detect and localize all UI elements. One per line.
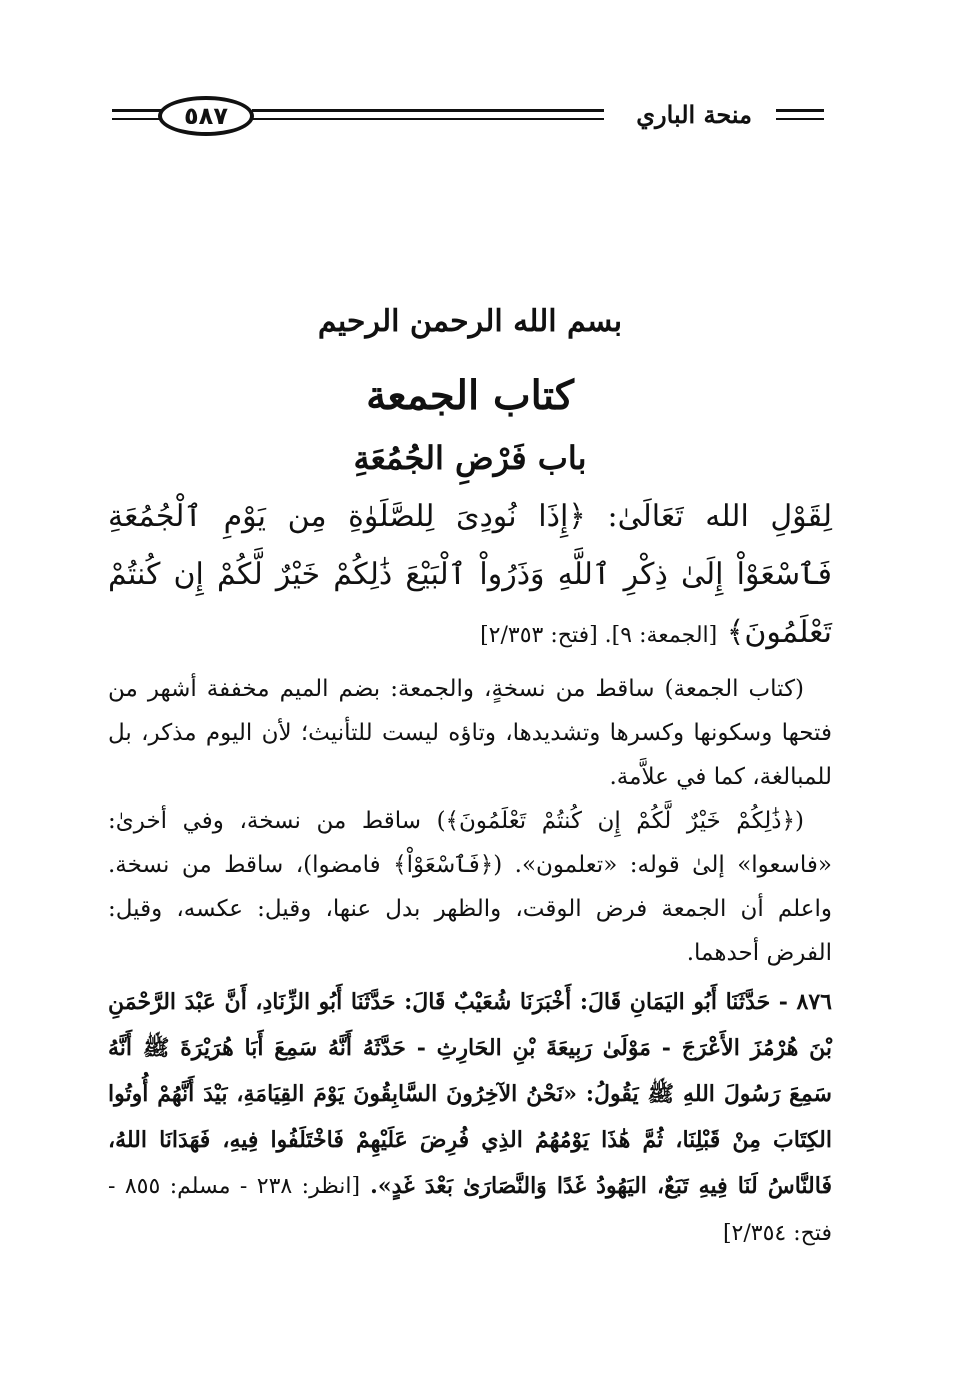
header-rule-left-top: [112, 109, 162, 112]
header-rule-right-top: [776, 109, 824, 112]
header-rule-left-bottom: [112, 118, 162, 120]
header-rule-middle-top: [252, 109, 604, 112]
basmala: بسم الله الرحمن الرحيم: [317, 304, 623, 339]
header-rule-right-bottom: [776, 118, 824, 120]
page-body: [108, 300, 832, 1257]
running-header: [112, 92, 824, 144]
verse-reference: [الجمعة: ٩]. [فتح: ٢/٣٥٣]: [480, 623, 718, 648]
page-number: [158, 96, 254, 136]
quran-verse: [108, 488, 832, 665]
header-rule-middle-bottom: [252, 118, 604, 120]
verse-text: لِقَوْلِ الله تَعَالَىٰ: ﴿إِذَا نُودِىَ لِلصَّلَوٰةِ مِن يَوْمِ ٱلْجُمُعَةِ فَٱسْعَوْاْ إِلَىٰ ذِكْرِ ٱللَّهِ وَذَرُواْ ٱلْبَيْعَ ذَٰلِكُمْ خَيْرٌ لَّكُمْ إِن كُنتُمْ تَعْلَمُونَ﴾: [108, 499, 832, 650]
commentary-paragraph: (كتاب الجمعة) ساقط من نسخةٍ، والجمعة: بضم الميم مخففة أشهر من فتحها وسكونها وكسرها وتشديدها، وتاؤه ليست للتأنيث؛ لأن اليوم مذكر، بل للمبالغة، كما في علاَّمة.: [108, 676, 832, 790]
page-number-text: ٥٨٧: [184, 102, 228, 130]
hadith-876: [108, 979, 832, 1257]
chapter-title: باب فَرْضِ الجُمُعَةِ: [353, 439, 587, 477]
commentary-paragraph: (﴿ذَٰلِكُمْ خَيْرٌ لَّكُمْ إِن كُنتُمْ تَعْلَمُونَ﴾) ساقط من نسخة، وفي أخرىٰ: «فاسعوا» إلىٰ قوله: «تعلمون». (﴿فَٱسْعَوْاْ﴾ فامضوا)، ساقط من نسخة. واعلم أن الجمعة فرض الوقت، والظهر بدل عنها، وقيل: عكسه، وقيل: الفرض أحدهما.: [108, 808, 832, 966]
hadith-reference: [انظر: ٢٣٨ - مسلم: ٨٥٥ - فتح: ٢/٣٥٤]: [108, 1174, 832, 1246]
running-title: منحة الباري: [636, 100, 752, 129]
book-title: كتاب الجمعة: [366, 372, 574, 419]
hadith-text: ٨٧٦ - حَدَّثَنَا أَبُو اليَمَانِ قَالَ: أَخْبَرَنَا شُعَيْبٌ قَالَ: حَدَّثَنَا أَبُو الزِّنَادِ، أَنَّ عَبْدَ الرَّحْمَنِ بْنَ هُرْمُزَ الأَعْرَجَ - مَوْلَىٰ رَبِيعَةَ بْنِ الحَارِثِ - حَدَّثَهُ أَنَّهُ سَمِعَ أَبَا هُرَيْرَةَ ﷺ أَنَّهُ سَمِعَ رَسُولَ اللهِ ﷺ يَقُولُ: «نَحْنُ الآخِرُونَ السَّابِقُونَ يَوْمَ القِيَامَةِ، بَيْدَ أَنَّهُمْ أُوتُوا الكِتَابَ مِنْ قَبْلِنَا، ثُمَّ هَٰذَا يَوْمُهُمُ الذِي فُرِضَ عَلَيْهِمْ فَاخْتَلَفُوا فِيهِ، فَهَدَانَا اللهُ، فَالنَّاسُ لَنَا فِيهِ تَبَعٌ، اليَهُودُ غَدًا وَالنَّصَارَىٰ بَعْدَ غَدٍ».: [108, 989, 832, 1199]
